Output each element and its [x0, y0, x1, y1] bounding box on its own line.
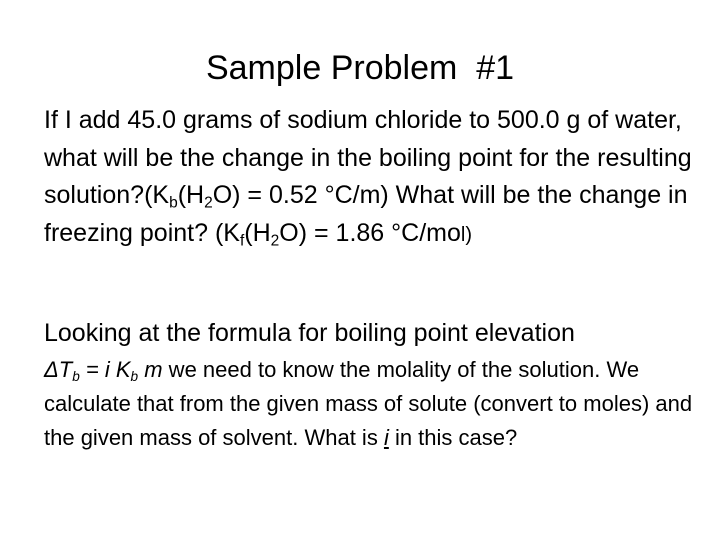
explanation-body [44, 353, 709, 455]
formula-eq: = i K [79, 357, 131, 382]
problem-text-c: O) = 0.52 °C/m) What will be the change in freezing point? (K [44, 181, 688, 247]
problem-text-a: If I add 45.0 grams of sodium chloride to 500.0 g of water, what will be the change in the boiling point for the resulting solution?(K [44, 106, 692, 209]
explanation-text-1: we need to know the molality of the solution. We calculate that from the given mass of solute (convert to moles) and the given mass of solvent. What is [44, 357, 693, 450]
problem-statement [44, 102, 704, 254]
subscript-b: b [169, 194, 178, 212]
formula-lhs: ΔT [44, 357, 73, 382]
formula-delta-t [44, 357, 163, 385]
explanation-text-2: in this case? [388, 425, 518, 450]
formula-sub-b: b [130, 369, 139, 385]
problem-text-b: (H [177, 181, 205, 209]
van-t-hoff-i: i [383, 425, 389, 450]
problem-text-e: O) = 1.86 °C/mo [279, 218, 461, 247]
explanation-lead: Looking at the formula for boiling point elevation [44, 319, 575, 347]
problem-text-tail: l) [460, 223, 472, 246]
subscript-2: 2 [204, 194, 213, 212]
subscript-f: f [239, 232, 245, 250]
solution-explanation [44, 314, 709, 455]
formula-m: m [138, 357, 163, 382]
slide-title: Sample Problem #1 [205, 49, 515, 87]
subscript-2: 2 [270, 232, 280, 250]
problem-text-d: (H [244, 218, 271, 247]
formula-sub-b: b [72, 369, 80, 385]
